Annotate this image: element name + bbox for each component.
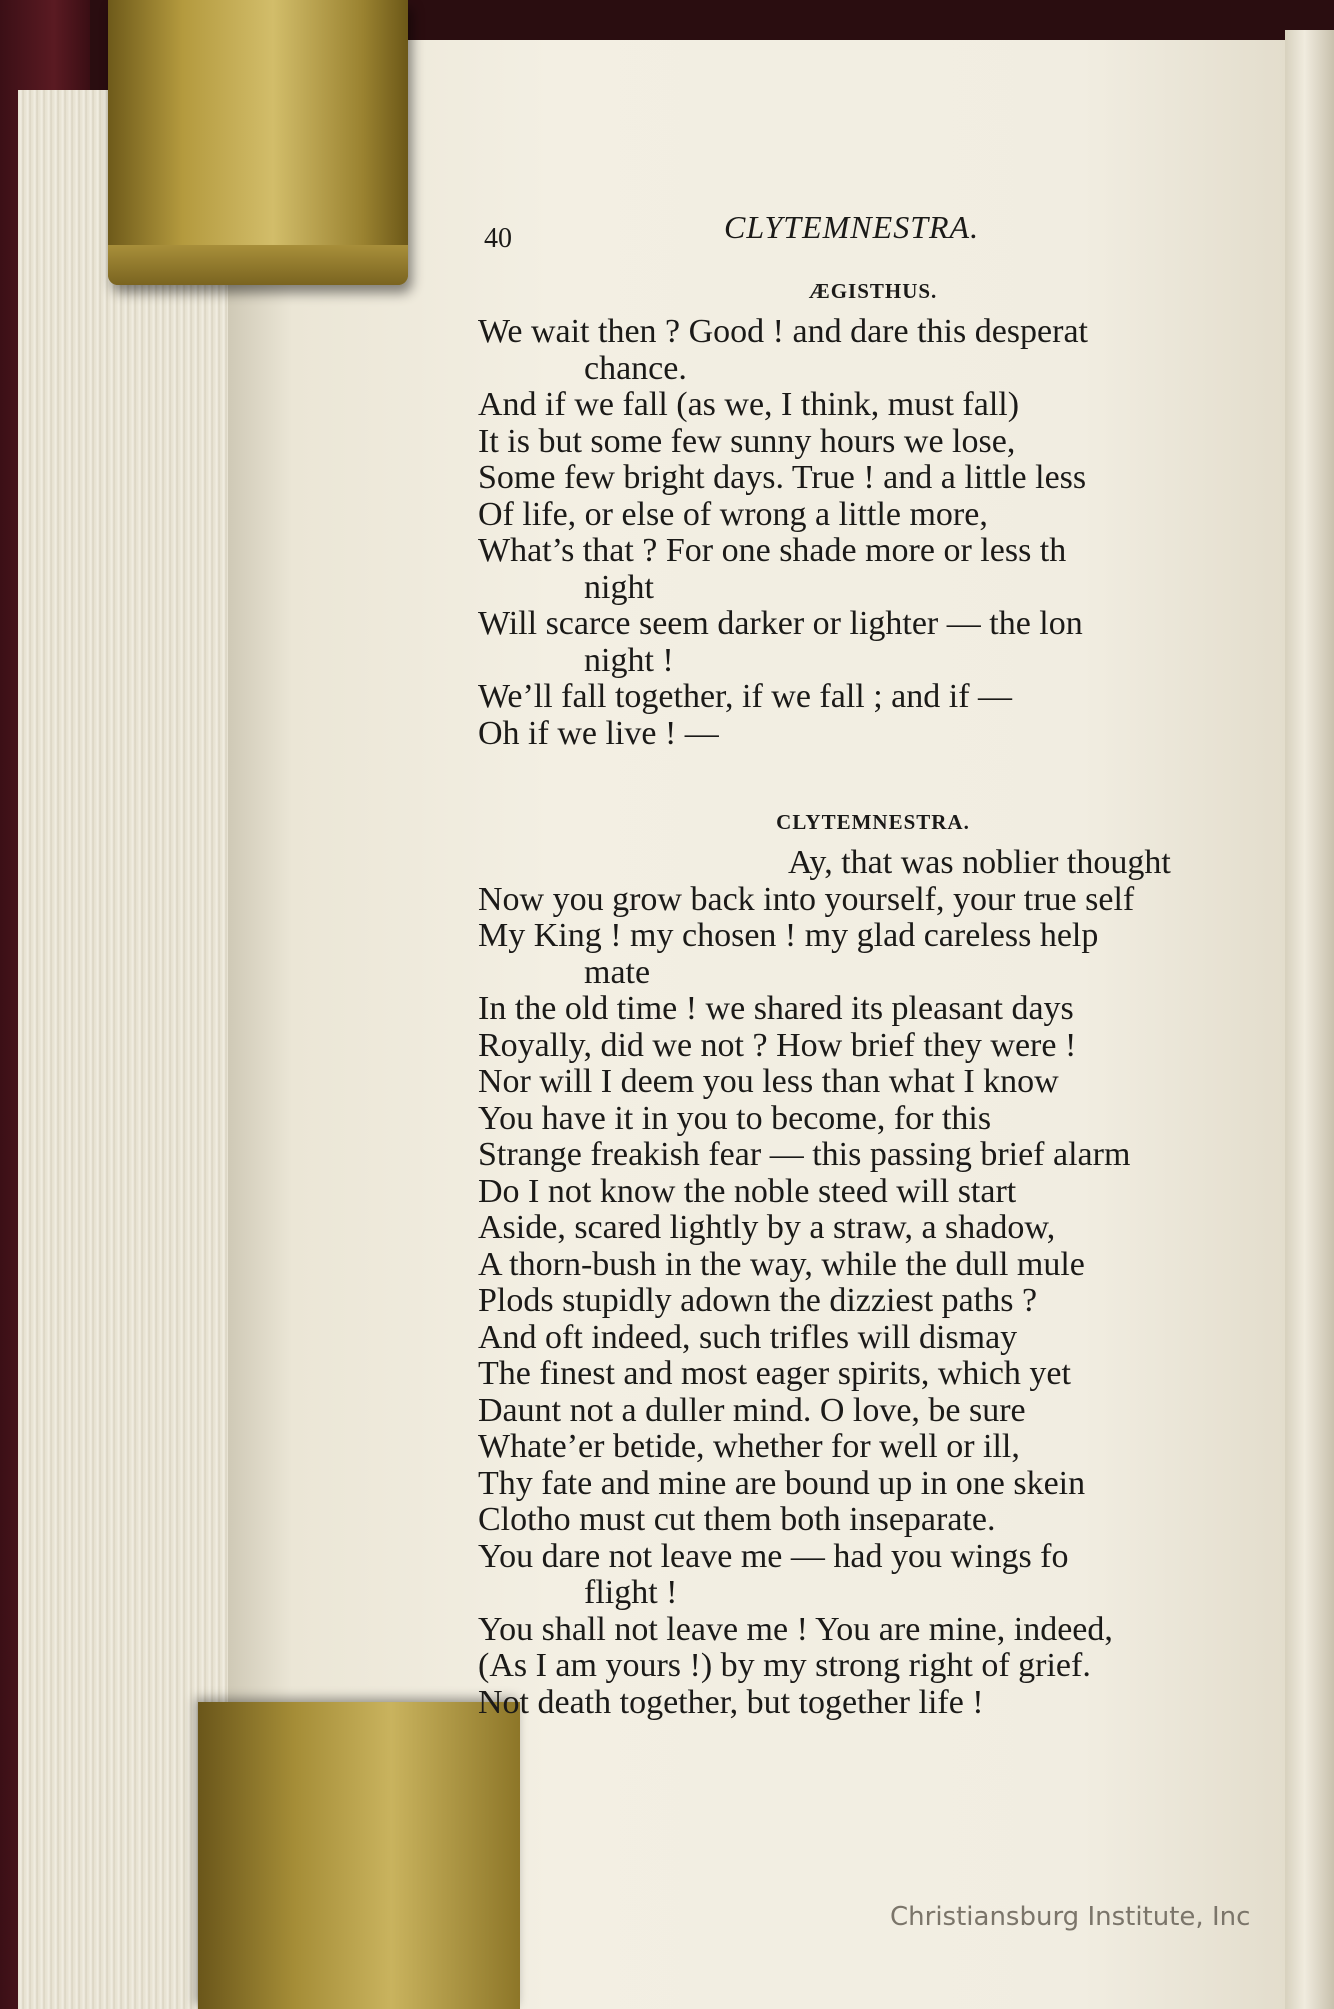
verse-line: Oh if we live ! — <box>478 714 719 752</box>
page-number: 40 <box>484 223 512 254</box>
verse-line: In the old time ! we shared its pleasant days <box>478 990 1074 1027</box>
verse-line: Aside, scared lightly by a straw, a shadow, <box>478 1209 1056 1246</box>
verse-line: mate <box>584 953 651 991</box>
verse-line: Daunt not a duller mind. O love, be sure <box>478 1391 1026 1429</box>
page-text <box>478 205 1268 1721</box>
verse-line: Will scarce seem darker or lighter — the lon <box>478 605 1083 642</box>
verse-line: You have it in you to become, for this <box>478 1099 992 1137</box>
verse-line: A thorn-bush in the way, while the dull mule <box>478 1245 1085 1283</box>
verse-line: The finest and most eager spirits, which yet <box>478 1355 1071 1392</box>
verse-line: Plods stupidly adown the dizziest paths ? <box>478 1282 1038 1319</box>
verse-line: We’ll fall together, if we fall ; and if — <box>478 678 1013 715</box>
verse-line: Some few bright days. True ! and a little less <box>478 459 1087 496</box>
speech-clytemnestra <box>478 810 1268 1721</box>
verse-line: night <box>584 568 654 606</box>
verse-line: night ! <box>584 641 674 679</box>
running-title: CLYTEMNESTRA. <box>724 209 980 245</box>
verse-line: Thy fate and mine are bound up in one skein <box>478 1464 1086 1502</box>
verse-line: Clotho must cut them both inseparate. <box>478 1501 996 1538</box>
verse-line: It is but some few sunny hours we lose, <box>478 422 1016 460</box>
verse-lines <box>478 314 1268 752</box>
verse-line: We wait then ? Good ! and dare this desperat <box>478 313 1088 350</box>
verse-line: My King ! my chosen ! my glad careless help <box>478 917 1099 954</box>
verse-line: What’s that ? For one shade more or less th <box>478 532 1067 569</box>
verse-line: Strange freakish fear — this passing brief alarm <box>478 1136 1131 1173</box>
verse-line: Not death together, but together life ! <box>478 1683 984 1721</box>
verse-line: And oft indeed, such trifles will dismay <box>478 1318 1018 1356</box>
verse-line: Royally, did we not ? How brief they were ! <box>478 1026 1077 1064</box>
verse-lines <box>478 845 1268 1721</box>
verse-line: Nor will I deem you less than what I know <box>478 1063 1059 1100</box>
top-page-clip <box>108 0 408 285</box>
verse-line: flight ! <box>584 1574 678 1611</box>
speaker-name: CLYTEMNESTRA. <box>776 810 970 834</box>
verse-line: chance. <box>584 349 687 387</box>
verse-line: You shall not leave me ! You are mine, indeed, <box>478 1610 1113 1648</box>
verse-line: Do I not know the noble steed will start <box>478 1172 1017 1210</box>
verse-line: Of life, or else of wrong a little more, <box>478 495 988 533</box>
right-page-edge <box>1285 30 1334 2009</box>
speech-aegisthus <box>478 279 1268 752</box>
speaker-name: ÆGISTHUS. <box>808 279 938 303</box>
verse-line: And if we fall (as we, I think, must fall) <box>478 386 1020 423</box>
verse-line: Ay, that was noblier thought <box>788 844 1171 881</box>
verse-line: Now you grow back into yourself, your true self <box>478 880 1135 918</box>
watermark: Christiansburg Institute, Inc <box>890 1902 1251 1932</box>
bottom-page-clip <box>198 1702 520 2009</box>
verse-line: Whate’er betide, whether for well or ill, <box>478 1428 1020 1465</box>
verse-line: (As I am yours !) by my strong right of grief. <box>478 1647 1091 1684</box>
verse-line: You dare not leave me — had you wings fo <box>478 1537 1069 1575</box>
running-head <box>478 205 1268 255</box>
